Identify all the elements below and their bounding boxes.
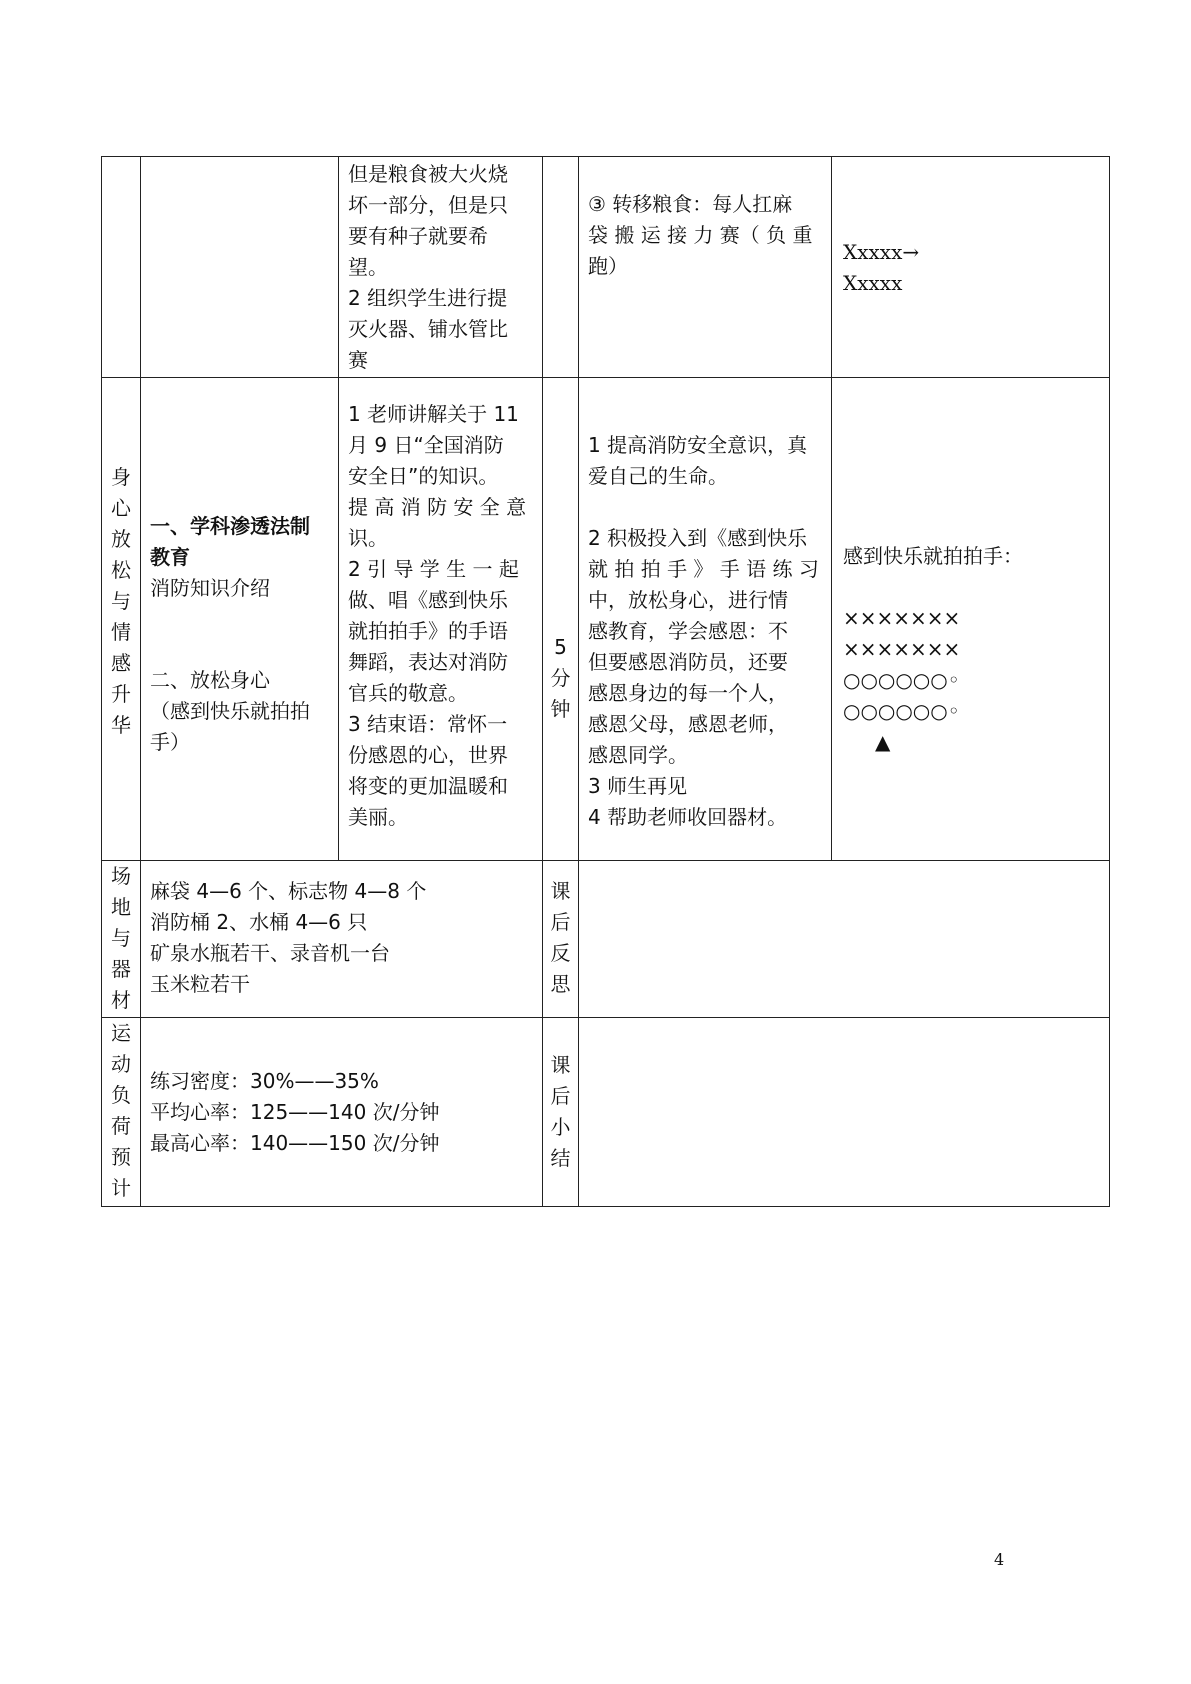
section-char: 放 bbox=[111, 527, 131, 551]
text-line: 2 引 导 学 生 一 起 bbox=[348, 557, 519, 581]
row4-summary-label bbox=[542, 1050, 579, 1174]
label-char: 思 bbox=[550, 972, 571, 996]
load-line: 平均心率：125——140 次/分钟 bbox=[150, 1100, 440, 1124]
row2-topic2-cell bbox=[150, 665, 335, 758]
formation-row: ××××××× bbox=[843, 637, 961, 661]
table-col-divider bbox=[338, 156, 339, 861]
label-char: 预 bbox=[111, 1145, 131, 1169]
topic1-heading: 一、学科渗透法制 bbox=[150, 514, 310, 538]
text-line: 跑） bbox=[588, 254, 628, 278]
label-char: 反 bbox=[550, 941, 571, 965]
topic1-heading-cont: 教育 bbox=[150, 545, 190, 569]
text-line: 美丽。 bbox=[348, 805, 408, 829]
section-char: 松 bbox=[111, 558, 131, 582]
formation-line: Xxxxx→ bbox=[843, 240, 920, 264]
label-char: 课 bbox=[550, 879, 571, 903]
label-char: 场 bbox=[111, 864, 131, 888]
text-line: 份感恩的心，世界 bbox=[348, 743, 508, 767]
text-line: 爱自己的生命。 bbox=[588, 464, 728, 488]
row2-time-cell bbox=[542, 632, 579, 725]
section-char: 华 bbox=[111, 713, 131, 737]
text-line: 2 组织学生进行提 bbox=[348, 286, 508, 310]
table-col-divider bbox=[831, 156, 832, 861]
text-line: 4 帮助老师收回器材。 bbox=[588, 805, 788, 829]
label-char: 计 bbox=[111, 1176, 131, 1200]
label-char: 器 bbox=[111, 957, 131, 981]
label-char: 动 bbox=[111, 1052, 131, 1076]
page-number: 4 bbox=[994, 1550, 1005, 1569]
label-char: 与 bbox=[111, 926, 131, 950]
row3-label bbox=[101, 861, 141, 1016]
text-line: 将变的更加温暖和 bbox=[348, 774, 508, 798]
formation-line: Xxxxx bbox=[843, 271, 903, 295]
table-border-top bbox=[101, 156, 1110, 157]
teacher-marker: ▲ bbox=[875, 730, 891, 754]
section-char: 感 bbox=[111, 651, 131, 675]
table-row-divider bbox=[101, 860, 1110, 861]
section-char: 心 bbox=[111, 496, 131, 520]
row2-formation-cell bbox=[843, 541, 1103, 758]
equipment-line: 消防桶 2、水桶 4—6 只 bbox=[150, 910, 368, 934]
row2-topic-cell bbox=[150, 511, 335, 604]
formation-row: ××××××× bbox=[843, 606, 961, 630]
formation-row: ○○○○○○◦ bbox=[843, 699, 960, 723]
text-line: 袋 搬 运 接 力 赛（ 负 重 bbox=[588, 223, 813, 247]
text-line: 1 老师讲解关于 11 bbox=[348, 402, 519, 426]
text-line: 中，放松身心，进行情 bbox=[588, 588, 788, 612]
text-line: 就 拍 拍 手 》 手 语 练 习 bbox=[588, 557, 819, 581]
table-row-divider bbox=[101, 1017, 1110, 1018]
text-line: 但是粮食被大火烧 bbox=[348, 162, 508, 186]
row2-student-cell bbox=[588, 430, 828, 833]
load-line: 练习密度：30%——35% bbox=[150, 1069, 379, 1093]
text-line: 灭火器、铺水管比 bbox=[348, 317, 508, 341]
section-char: 身 bbox=[111, 465, 131, 489]
text-line: 安全日”的知识。 bbox=[348, 464, 499, 488]
row2-content-cell bbox=[348, 399, 538, 833]
text-line bbox=[588, 492, 828, 523]
text-line: 感恩身边的每一个人， bbox=[588, 681, 788, 705]
text-line: 赛 bbox=[348, 348, 368, 372]
text-line: 但要感恩消防员，还要 bbox=[588, 650, 788, 674]
equipment-line: 玉米粒若干 bbox=[150, 972, 250, 996]
time-char: 分 bbox=[550, 666, 571, 690]
row4-label bbox=[101, 1018, 141, 1204]
equipment-line: 矿泉水瓶若干、录音机一台 bbox=[150, 941, 390, 965]
text-line: 坏一部分，但是只 bbox=[348, 193, 508, 217]
topic2-line: （感到快乐就拍拍 bbox=[150, 699, 310, 723]
label-char: 后 bbox=[550, 1084, 571, 1108]
text-line: 1 提高消防安全意识，真 bbox=[588, 433, 808, 457]
label-char: 负 bbox=[111, 1083, 131, 1107]
label-char: 运 bbox=[111, 1021, 131, 1045]
text-line: 舞蹈，表达对消防 bbox=[348, 650, 508, 674]
load-line: 最高心率：140——150 次/分钟 bbox=[150, 1131, 440, 1155]
text-line: 3 师生再见 bbox=[588, 774, 688, 798]
label-char: 结 bbox=[550, 1146, 571, 1170]
text-line: 3 结束语：常怀一 bbox=[348, 712, 508, 736]
text-line: 望。 bbox=[348, 255, 388, 279]
time-char: 5 bbox=[554, 635, 567, 659]
text-line: 月 9 日“全国消防 bbox=[348, 433, 504, 457]
equipment-line: 麻袋 4—6 个、标志物 4—8 个 bbox=[150, 879, 427, 903]
section-char: 与 bbox=[111, 589, 131, 613]
topic2-line: 手） bbox=[150, 730, 190, 754]
row3-reflection-label bbox=[542, 876, 579, 1000]
section-char: 升 bbox=[111, 682, 131, 706]
time-char: 钟 bbox=[550, 697, 571, 721]
label-char: 后 bbox=[550, 910, 571, 934]
text-line: 感教育，学会感恩：不 bbox=[588, 619, 788, 643]
text-line: 就拍拍手》的手语 bbox=[348, 619, 508, 643]
text-line: 做、唱《感到快乐 bbox=[348, 588, 508, 612]
label-char: 地 bbox=[111, 895, 131, 919]
label-char: 材 bbox=[111, 988, 131, 1012]
table-border-bottom bbox=[101, 1206, 1110, 1207]
label-char: 小 bbox=[550, 1115, 571, 1139]
table-border-right bbox=[1109, 156, 1110, 1207]
text-line: 2 积极投入到《感到快乐 bbox=[588, 526, 808, 550]
label-char: 课 bbox=[550, 1053, 571, 1077]
row3-equipment-list bbox=[150, 876, 530, 1000]
topic2-line: 二、放松身心 bbox=[150, 668, 270, 692]
text-line: ③ 转移粮食：每人扛麻 bbox=[588, 192, 793, 216]
row1-formation-cell bbox=[843, 237, 1093, 299]
row4-load-estimates bbox=[150, 1066, 530, 1159]
section-char: 情 bbox=[111, 620, 131, 644]
text-line: 要有种子就要希 bbox=[348, 224, 488, 248]
topic1-subtitle: 消防知识介绍 bbox=[150, 576, 270, 600]
text-line: 感恩父母，感恩老师， bbox=[588, 712, 788, 736]
row1-content-cell bbox=[348, 159, 538, 376]
formation-row: ○○○○○○◦ bbox=[843, 668, 960, 692]
text-line: 官兵的敬意。 bbox=[348, 681, 468, 705]
label-char: 荷 bbox=[111, 1114, 131, 1138]
row2-section-label bbox=[101, 462, 141, 741]
text-line: 提 高 消 防 安 全 意 bbox=[348, 495, 527, 519]
formation-title: 感到快乐就拍拍手： bbox=[843, 544, 1023, 568]
table-row-divider bbox=[101, 377, 1110, 378]
row1-student-cell bbox=[588, 189, 828, 282]
text-line: 感恩同学。 bbox=[588, 743, 688, 767]
text-line: 识。 bbox=[348, 526, 388, 550]
